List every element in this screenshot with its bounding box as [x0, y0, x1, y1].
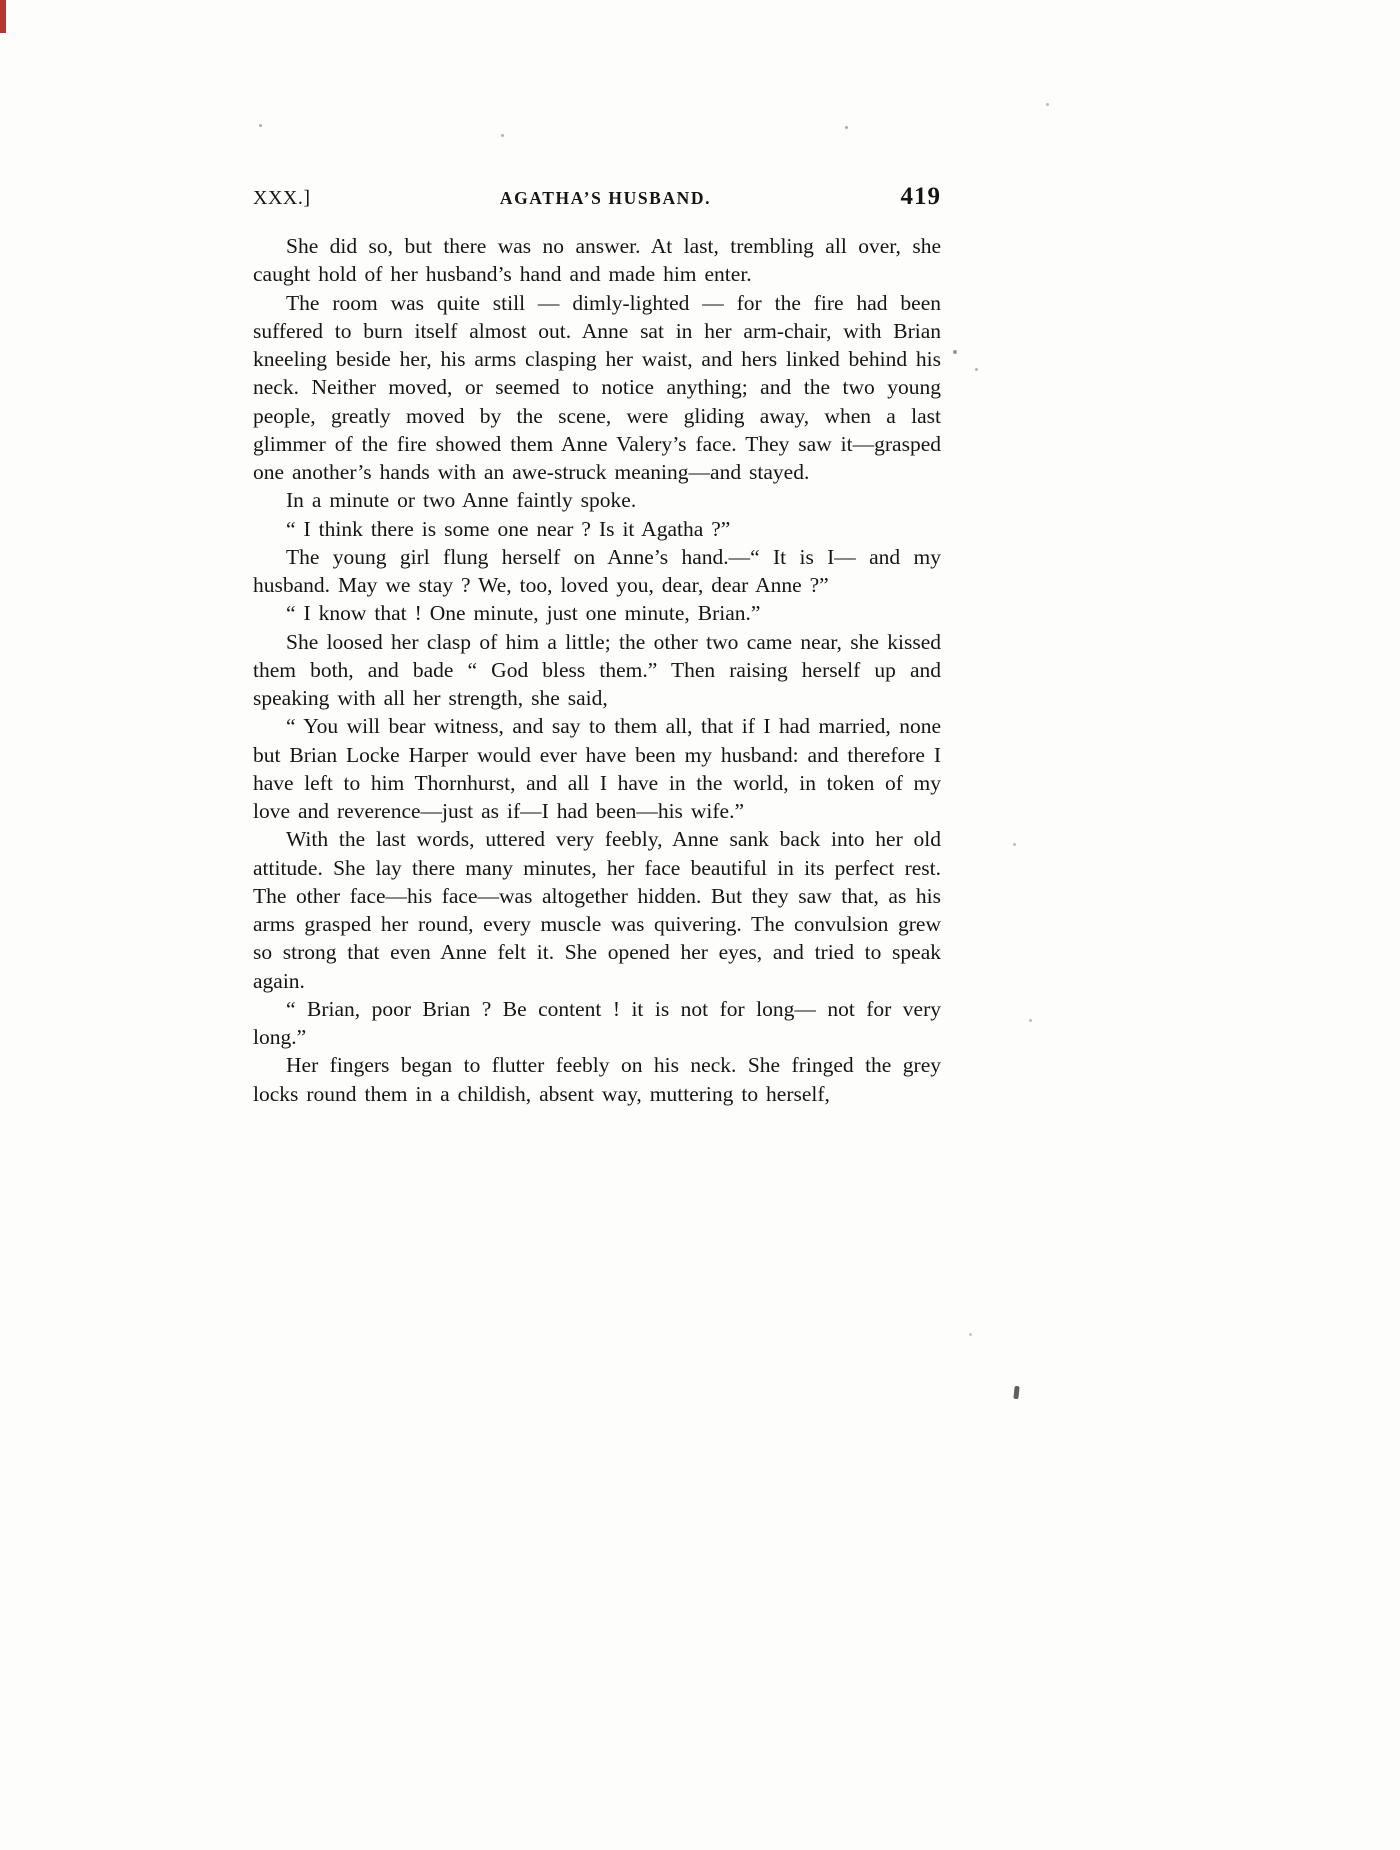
paragraph: She did so, but there was no answer. At last, trembling all over, she caught hold of her husband’s hand and made him enter.	[253, 234, 941, 287]
paragraph: “ I think there is some one near ? Is it Agatha ?”	[286, 516, 731, 541]
page-number: 419	[900, 183, 941, 210]
scan-speck	[1046, 103, 1049, 106]
scan-speck	[953, 350, 957, 354]
scan-smudge	[1013, 1386, 1019, 1399]
page-header	[253, 183, 941, 211]
paragraph: The room was quite still — dimly-lighted — for the fire had been suffered to burn itself almost out. Anne sat in her arm-chair, with Brian kneeling beside her, his arms clasping her waist, and hers linked behind his neck. Neither moved, or seemed to notice anything; and the two young people, greatly moved by the scene, were gliding away, when a last glimmer of the fire showed them Anne Valery’s face. They saw it—grasped one another’s hands with an awe-struck meaning—and stayed.	[253, 290, 941, 484]
paragraph: She loosed her clasp of him a little; the other two came near, she kissed them both, and bade “ God bless them.” Then raising herself up and speaking with all her strength, she said,	[253, 629, 941, 710]
running-title: AGATHA’S HUSBAND.	[499, 188, 712, 208]
page-content	[253, 183, 941, 1108]
scan-artifact-red-strip	[0, 0, 6, 33]
paragraph: Her fingers began to flutter feebly on his neck. She fringed the grey locks round them in a childish, absent way, muttering to herself,	[253, 1053, 941, 1106]
paragraph: “ You will bear witness, and say to them all, that if I had married, none but Brian Locke Harper would ever have been my husband: and therefore I have left to him Thornhurst, and all I have in the world, in token of my love and reverence—just as if—I had been—his wife.”	[253, 714, 941, 823]
paragraph: In a minute or two Anne faintly spoke.	[286, 488, 637, 513]
paragraph: The young girl flung herself on Anne’s hand.—“ It is I— and my husband. May we stay ? We, too, loved you, dear, dear Anne ?”	[253, 544, 941, 597]
paragraph: With the last words, uttered very feebly, Anne sank back into her old attitude. She lay there many minutes, her face beautiful in its perfect rest. The other face—his face—was altogether hidden. But they saw that, as his arms grasped her round, every muscle was quivering. The convulsion grew so strong that even Anne felt it. She opened her eyes, and tried to speak again.	[253, 827, 941, 993]
scan-speck	[1013, 843, 1016, 846]
scan-speck	[1029, 1019, 1032, 1022]
paragraph: “ I know that ! One minute, just one minute, Brian.”	[286, 601, 761, 626]
scan-speck	[969, 1333, 972, 1336]
scan-speck	[501, 134, 504, 137]
scan-speck	[975, 368, 978, 371]
chapter-marker: XXX.]	[253, 187, 311, 209]
scan-speck	[259, 124, 262, 127]
body-text	[253, 232, 941, 1108]
paragraph: “ Brian, poor Brian ? Be content ! it is not for long— not for very long.”	[253, 996, 941, 1049]
scan-speck	[845, 126, 848, 129]
